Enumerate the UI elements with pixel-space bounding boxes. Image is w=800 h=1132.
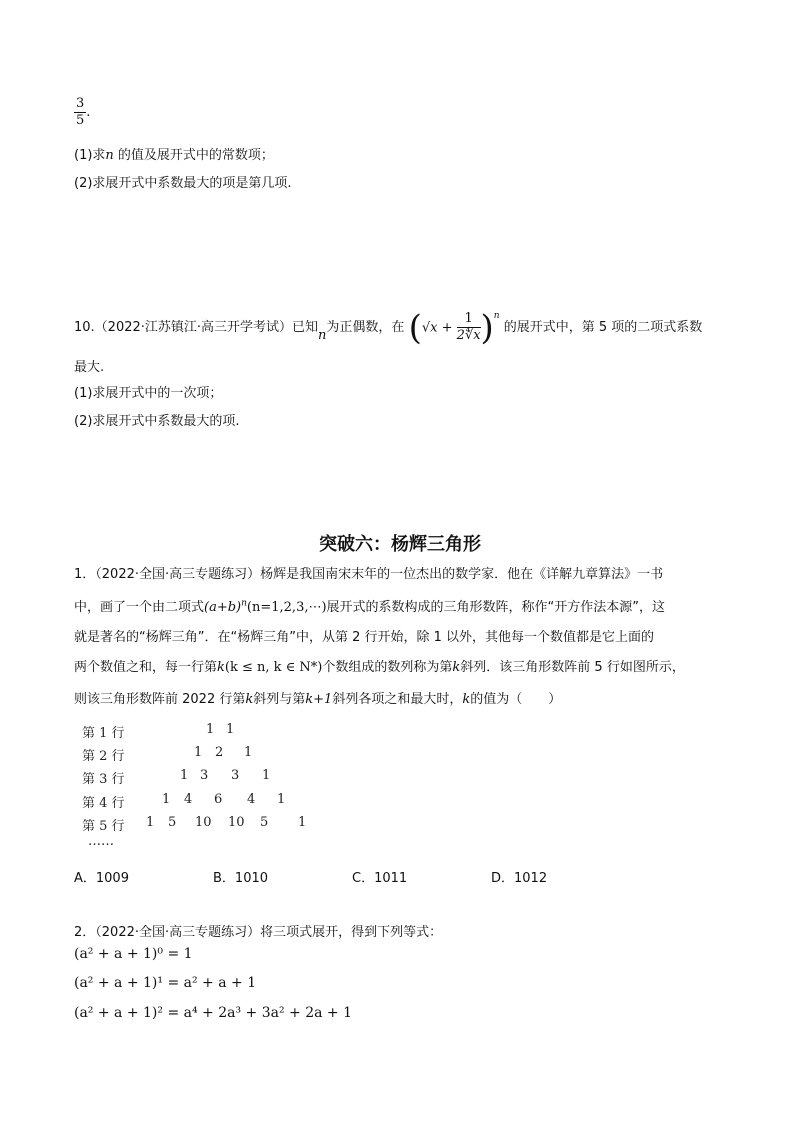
q1-suffix: 的值及展开式中的常数项； [113,148,274,163]
triangle-number: 3 [200,768,209,783]
triangle-row-1 [80,722,340,742]
option-a[interactable]: A．1009 [74,871,129,886]
triangle-number: 10 [195,815,212,830]
p1-line5 [74,688,561,707]
triangle-number: 1 [162,792,171,807]
p10-sqrt-x: √x [421,320,438,335]
row-label: 第 4 行 [82,796,125,811]
question-2: (2)求展开式中系数最大的项是第几项. [74,176,292,191]
p1-k-plus-1: k+1 [305,692,333,707]
p1-line4-c: 斜列．该三角形数阵前 5 行如图所示， [460,660,685,675]
fraction [74,96,90,129]
p1-line4-a: 两个数值之和，每一行第 [74,660,218,675]
p1-line3: 就是著名的“杨辉三角”．在“杨辉三角”中，从第 2 行开始，除 1 以外，其他每一个数值都是它上面的 [74,630,655,645]
p10-expression: (√x + $\frac{1}{2∜x}$ )$^n$ [408,307,500,348]
p10-frac-num: 1 [457,311,481,328]
p1-line1: 1．（2022·全国·高三专题练习）杨辉是我国南宋末年的一位杰出的数学家．他在《详解九章算法》一书 [74,567,664,582]
question-1 [74,144,274,163]
option-c[interactable]: C．1011 [352,871,408,886]
row-label: 第 5 行 [82,819,125,834]
p10-tail: 的展开式中，第 5 项的二项式系数 [503,320,703,335]
q1-var: n [105,148,114,163]
p1-binomial-exp: n [241,598,247,609]
p2-equation-2: (a² + a + 1)² = a⁴ + 2a³ + 3a² + 2a + 1 [74,1005,353,1021]
triangle-number: 1 [146,815,155,830]
triangle-number: 1 [206,722,215,737]
p1-line5-a: 则该三角形数阵前 2022 行第 [74,692,246,707]
p1-k3: k [245,692,254,707]
triangle-number: 1 [194,745,203,760]
option-d[interactable]: D．1012 [491,871,548,886]
triangle-number: 5 [260,815,269,830]
triangle-number: 3 [231,768,240,783]
p2-equation-1: (a² + a + 1)¹ = a² + a + 1 [74,975,257,991]
triangle-number: 1 [298,815,307,830]
p10-line2: 最大. [74,360,105,375]
triangle-number: 2 [215,745,224,760]
p10-head: 10.（2022·江苏镇江·高三开学考试）已知 [74,320,319,335]
triangle-number: 4 [184,792,193,807]
fraction-numerator: 3 [76,96,85,111]
p1-k: k [217,660,225,675]
fraction-denominator: 5 [76,113,85,128]
p2-equation-0: (a² + a + 1)⁰ = 1 [74,946,193,962]
p1-line2-b: 展开式的系数构成的三角形数阵，称作“开方作法本源”，这 [326,600,666,615]
p1-line4 [74,656,685,675]
p1-line5-d: 的值为（ ） [470,692,562,707]
row-label: 第 1 行 [82,726,125,741]
triangle-number: 10 [228,815,245,830]
section-title: 突破六：杨辉三角形 [319,534,481,555]
triangle-number: 4 [247,792,256,807]
p10-question-2: (2)求展开式中系数最大的项. [74,414,240,429]
p1-n-condition: (n=1,2,3,⋯) [246,600,327,615]
triangle-row-2 [80,745,340,765]
problem-10-line1 [74,308,702,348]
row-label: 第 2 行 [82,749,125,764]
triangle-number: 1 [226,722,235,737]
triangle-number: 5 [168,815,177,830]
p1-binomial: (a+b) [204,600,242,615]
p1-k-condition: (k ≤ n, k ∈ N*) [224,660,323,675]
p10-var-n: n [318,328,327,343]
p1-line5-b: 斜列与第 [253,692,306,707]
row-label: 第 3 行 [82,772,125,787]
p10-exponent: n [493,310,500,321]
p10-frac-den: 2∜x [456,328,481,343]
p1-line5-c: 斜列各项之和最大时， [332,692,463,707]
p2-head: 2．（2022·全国·高三专题练习）将三项式展开，得到下列等式： [74,925,443,940]
triangle-row-5 [80,815,340,835]
triangle-number: 1 [244,745,253,760]
p1-line2 [74,596,665,615]
p10-plus: + [441,320,453,335]
triangle-number: 1 [277,792,286,807]
triangle-row-3 [80,768,340,788]
triangle-number: 6 [214,792,223,807]
p1-k2: k [452,660,461,675]
triangle-number: 1 [180,768,189,783]
triangle-number: 1 [262,768,271,783]
triangle-row-4 [80,792,340,812]
q1-prefix: (1)求 [74,148,106,163]
option-b[interactable]: B．1010 [213,871,269,886]
p1-line4-b: 个数组成的数列称为第 [322,660,453,675]
yang-hui-triangle-figure [80,718,340,848]
p10-question-1: (1)求展开式中的一次项； [74,386,223,401]
p1-line2-a: 中，画了一个由二项式 [74,600,205,615]
p1-k4: k [462,692,471,707]
triangle-ellipsis: …… [88,834,114,849]
fraction-period: . [86,105,91,120]
p10-mid: 为正偶数，在 [326,320,405,335]
